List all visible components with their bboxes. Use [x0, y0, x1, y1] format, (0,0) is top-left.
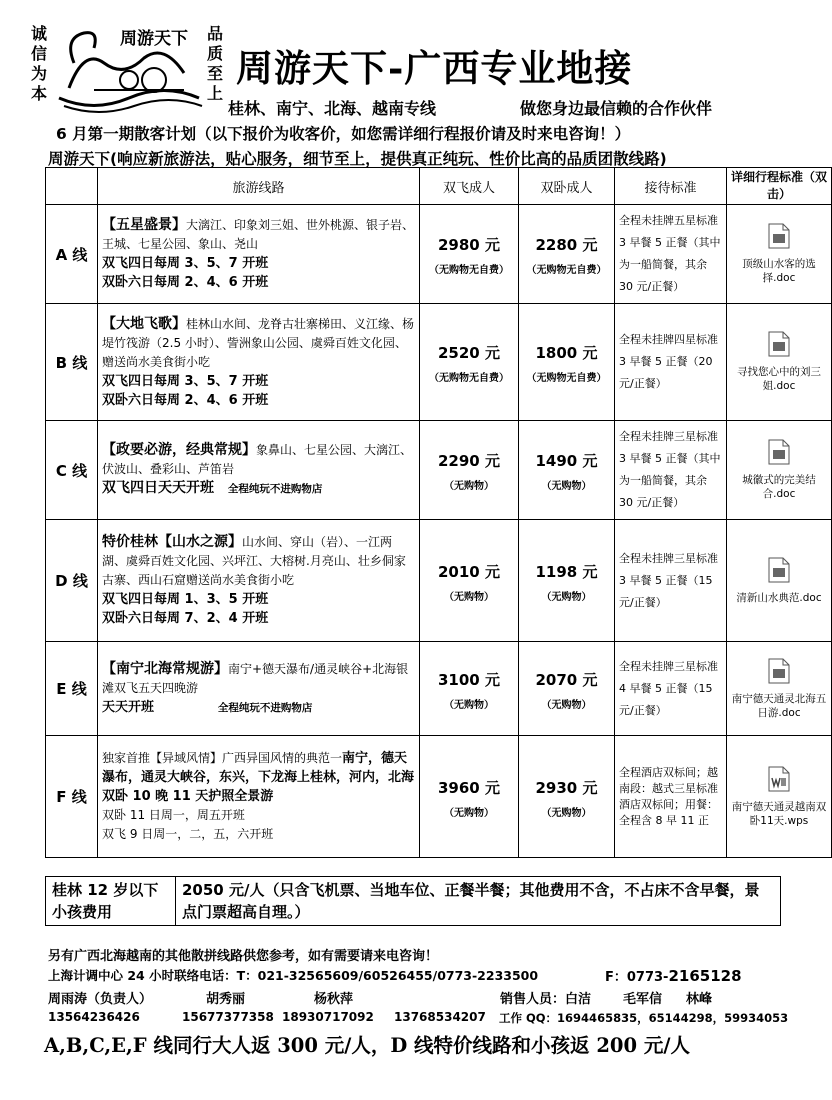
price-cell: [519, 642, 615, 736]
line-name: D 线: [46, 520, 98, 642]
price-cell: [420, 642, 519, 736]
route-schedule: 双卧六日每周 7、2、4 开班: [102, 611, 269, 626]
table-row: [46, 520, 832, 642]
line-name: B 线: [46, 304, 98, 421]
price-fly: 2980 元: [438, 236, 500, 254]
route-schedule: 双飞四日天天开班: [102, 480, 214, 496]
plan-title: 6 月第一期散客计划（以下报价为收客价，如您需详细行程报价请及时来电咨询！）: [56, 125, 631, 143]
route-desc: 象鼻山、七星公园、大漓江、伏波山、叠彩山、芦笛岩: [102, 443, 413, 476]
line-name: A 线: [46, 205, 98, 304]
header-cell: 双飞成人: [420, 168, 519, 205]
reception-standard: 全程未挂牌三星标准 3 早餐 5 正餐（15 元/正餐）: [615, 520, 727, 642]
doc-file-icon: [768, 331, 790, 357]
contact-phone: 13768534207: [394, 1010, 486, 1024]
other-routes-note: 另有广西北海越南的其他散拼线路供您参考，如有需要请来电咨询！: [48, 949, 439, 964]
table-row: [46, 205, 832, 304]
route-cell: [98, 205, 420, 304]
contact-qq: 工作 QQ：1694465835，65144298，59934053: [499, 1011, 789, 1025]
itinerary-file-name: 寻找您心中的刘三姐.doc: [737, 366, 821, 392]
fax: [605, 966, 742, 985]
route-desc: 山水间、穿山（岩）、一江两湖、虞舜百姓文化园、兴坪江、大榕树.月亮山、壮乡侗家古寨、西山石窟赠送尚水美食街小吃: [102, 535, 406, 587]
price-cell: [519, 421, 615, 520]
price-note: （无购物）: [444, 807, 494, 819]
itinerary-file-link[interactable]: [727, 205, 832, 304]
route-title: 【政要必游，经典常规】: [102, 442, 256, 458]
contact-name: 销售人员：白洁: [500, 992, 592, 1007]
price-note: （无购物）: [541, 591, 592, 603]
price-fly: 2290 元: [438, 452, 500, 470]
header-cell: 旅游线路: [98, 168, 420, 205]
route-schedule: 双飞四日每周 3、5、7 开班: [102, 373, 269, 389]
child-fee-label: 桂林 12 岁以下小孩费用: [46, 877, 176, 926]
line-name: F 线: [46, 736, 98, 858]
price-note: （无购物）: [541, 481, 592, 492]
price-fly: 3100 元: [438, 670, 500, 689]
route-schedule: 天天开班: [102, 699, 155, 715]
table-row: [46, 736, 832, 858]
logo-slogan-right: 品质至上: [206, 24, 223, 103]
rebate-note: A,B,C,E,F 线同行大人返 300 元/人，D 线特价线路和小孩返 200 元/人: [44, 1034, 690, 1057]
price-train: 1800 元: [535, 344, 598, 362]
price-train: 1198 元: [535, 562, 598, 581]
contact-name: 杨秋萍: [314, 992, 354, 1007]
wps-file-icon: [768, 766, 790, 792]
route-title: 【南宁北海常规游】: [102, 660, 228, 677]
route-highlight: 南宁，德天瀑布，通灵大峡谷，东兴，下龙海上桂林，河内，北海双卧 10 晚 11 天护照全景游: [102, 751, 415, 804]
route-price-table: [45, 167, 832, 858]
page-title: 周游天下-广西专业地接: [236, 46, 633, 90]
route-schedule: 双卧六日每周 2、4、6 开班: [102, 392, 269, 408]
route-cell: [98, 520, 420, 642]
table-row: [46, 304, 832, 421]
company-logo: [30, 18, 225, 120]
route-desc: 桂林山水间、龙脊古壮寨梯田、义江缘、杨堤竹筏游（2.5 小时）、訾洲象山公园、虞舜百姓文化园、赠送尚水美食街小吃: [102, 316, 415, 369]
reception-standard: 全程未挂牌五星标准 3 早餐 5 正餐（其中为一船简餐，其余 30 元/正餐）: [615, 205, 727, 304]
price-cell: [420, 520, 519, 642]
price-cell: [420, 304, 519, 421]
reception-standard: 全程未挂牌四星标准 3 早餐 5 正餐（20 元/正餐）: [615, 304, 727, 421]
price-note: （无购物无自费）: [429, 373, 509, 384]
line-name: C 线: [46, 421, 98, 520]
itinerary-file-name: 清新山水典范.doc: [736, 591, 822, 604]
itinerary-file-link[interactable]: [727, 736, 832, 858]
price-note: （无购物无自费）: [526, 373, 607, 384]
price-fly: 2010 元: [438, 562, 500, 581]
doc-file-icon: [768, 658, 790, 684]
contact-name: 林峰: [686, 992, 713, 1007]
route-desc: 南宁+德天瀑布/通灵峡谷+北海银滩双飞五天四晚游: [102, 661, 409, 695]
route-schedule: 双飞四日每周 3、5、7 开班: [102, 256, 269, 271]
contact-phone: 18930717092: [282, 1010, 374, 1024]
reception-standard: 全程未挂牌三星标准 4 早餐 5 正餐（15 元/正餐）: [615, 642, 727, 736]
price-train: 2280 元: [535, 236, 598, 254]
hotline: 上海计调中心 24 小时联络电话：T：021-32565609/60526455/0773-2233500: [48, 968, 539, 983]
price-note: （无购物）: [444, 591, 494, 603]
route-cell: [98, 304, 420, 421]
header-cell: 双卧成人: [519, 168, 615, 205]
itinerary-file-link[interactable]: [727, 642, 832, 736]
header-cell: 详细行程标准（双击）: [727, 168, 832, 205]
itinerary-file-name: 南宁德天通灵北海五日游.doc: [731, 692, 827, 719]
header-cell: 接待标准: [615, 168, 727, 205]
contact-phone: 13564236426: [48, 1010, 140, 1024]
route-desc: 大漓江、印象刘三姐、世外桃源、银子岩、王城、七星公园、象山、尧山: [102, 218, 415, 251]
contact-name: 周雨涛（负责人）: [48, 992, 153, 1007]
price-cell: [420, 205, 519, 304]
price-fly: 3960 元: [438, 778, 500, 797]
logo-text: 周游天下: [120, 29, 188, 49]
price-fly: 2520 元: [438, 344, 500, 362]
route-schedule: 双卧六日每周 2、4、6 开班: [102, 275, 269, 290]
price-train: 1490 元: [535, 452, 598, 470]
price-cell: [519, 304, 615, 421]
fax-number: 2165128: [668, 967, 742, 985]
contact-name: 胡秀丽: [206, 992, 246, 1007]
price-cell: [420, 421, 519, 520]
route-cell: [98, 642, 420, 736]
contact-name: 毛军信: [623, 992, 663, 1007]
intro-text: 周游天下(响应新旅游法，贴心服务，细节至上，提供真正纯玩、性价比高的品质团散线路): [48, 150, 667, 168]
price-note: （无购物）: [541, 699, 592, 711]
table-row: [46, 421, 832, 520]
routes-subtitle: 桂林、南宁、北海、越南专线: [228, 99, 437, 118]
itinerary-file-link[interactable]: [727, 304, 832, 421]
itinerary-file-name: 顶级山水客的选择.doc: [742, 258, 816, 284]
doc-file-icon: [768, 557, 790, 583]
price-note: （无购物无自费）: [429, 265, 509, 276]
route-cell: [98, 421, 420, 520]
child-fee-text: 2050 元/人（只含飞机票、当地车位、正餐半餐；其他费用不含，不占床不含早餐，景点门票超高自理。）: [176, 877, 781, 926]
route-title: 【山水之源】: [158, 534, 242, 550]
itinerary-file-name: 南宁德天通灵越南双卧11天.wps: [731, 800, 827, 827]
line-name: E 线: [46, 642, 98, 736]
price-cell: [519, 205, 615, 304]
table-header-row: [46, 168, 832, 205]
price-cell: [420, 736, 519, 858]
price-cell: [519, 520, 615, 642]
reception-standard: 全程未挂牌三星标准 3 早餐 5 正餐（其中为一船简餐，其余 30 元/正餐）: [615, 421, 727, 520]
price-train: 2930 元: [535, 778, 598, 797]
price-note: （无购物）: [444, 699, 494, 711]
doc-file-icon: [768, 439, 790, 465]
itinerary-file-name: 城徽式的完美结合.doc: [742, 474, 816, 500]
price-train: 2070 元: [535, 670, 598, 689]
route-schedule: 双卧 11 日周一，周五开班: [102, 808, 245, 822]
price-note: （无购物）: [541, 807, 592, 819]
route-note: 全程纯玩不进购物店: [217, 701, 313, 714]
table-row: [46, 642, 832, 736]
partner-slogan: 做您身边最信赖的合作伙伴: [520, 99, 713, 118]
itinerary-file-link[interactable]: [727, 421, 832, 520]
reception-standard: 全程酒店双标间；越南段：越式三星标准酒店双标间；用餐：全程含 8 早 11 正: [615, 736, 727, 858]
price-note: （无购物）: [444, 481, 494, 492]
route-schedule: 双飞四日每周 1、3、5 开班: [102, 592, 269, 607]
route-title: 【大地飞歌】: [102, 315, 186, 332]
route-title-prefix: 特价桂林: [102, 534, 158, 550]
route-note: 全程纯玩不进购物店: [227, 483, 323, 495]
price-cell: [519, 736, 615, 858]
price-note: （无购物无自费）: [526, 265, 607, 276]
header-cell: [46, 168, 98, 205]
fax-label: F：0773-: [605, 970, 669, 985]
itinerary-file-link[interactable]: [727, 520, 832, 642]
route-cell: [98, 736, 420, 858]
route-schedule: 双飞 9 日周一，二，五，六开班: [102, 827, 274, 841]
route-title: 【五星盛景】: [102, 217, 186, 233]
logo-slogan-left: 诚信为本: [30, 24, 47, 103]
contact-phone: 15677377358: [182, 1010, 274, 1024]
route-lead: 独家首推【异域风情】广西异国风情的典范一: [102, 751, 343, 765]
child-fee-table: [45, 876, 781, 926]
doc-file-icon: [768, 223, 790, 249]
